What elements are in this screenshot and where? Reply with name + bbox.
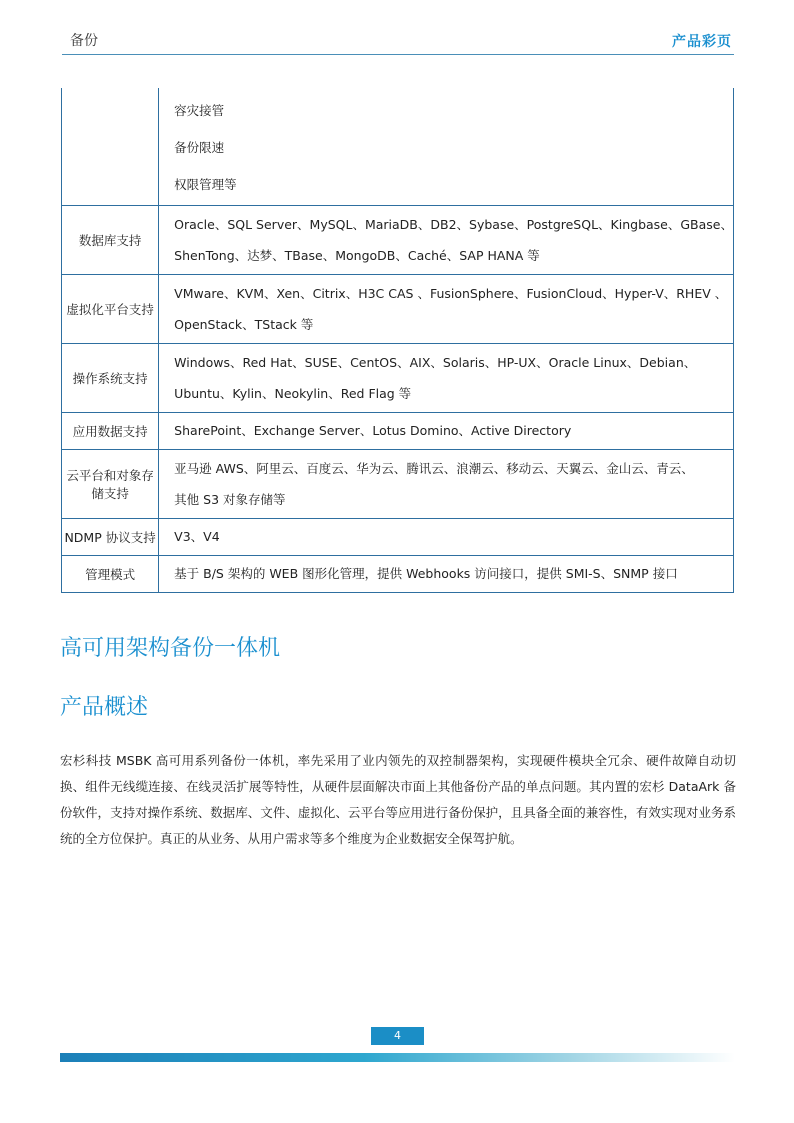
section-heading-architecture: 高可用架构备份一体机	[60, 636, 281, 661]
value-line: Windows、Red Hat、SUSE、CentOS、AIX、Solaris、HP-UX、Oracle Linux、Debian、	[174, 355, 697, 370]
header-section-title: 备份	[70, 33, 98, 49]
row-label: 数据库支持	[62, 206, 159, 275]
row-label: 管理模式	[62, 556, 159, 593]
value-line: OpenStack、TStack 等	[174, 317, 314, 332]
value-line: 权限管理等	[174, 177, 237, 192]
row-label: 操作系统支持	[62, 344, 159, 413]
value-line: Oracle、SQL Server、MySQL、MariaDB、DB2、Sybase、PostgreSQL、Kingbase、GBase、	[174, 217, 733, 232]
row-value	[159, 413, 734, 450]
table-row	[62, 344, 734, 413]
row-value	[159, 519, 734, 556]
header-brand-title: 产品彩页	[672, 34, 732, 50]
row-label: 虚拟化平台支持	[62, 275, 159, 344]
row-value	[159, 450, 734, 519]
value-line: Ubuntu、Kylin、Neokylin、Red Flag 等	[174, 386, 412, 401]
section-heading-overview: 产品概述	[60, 695, 149, 720]
spec-table	[61, 88, 734, 593]
table-row	[62, 413, 734, 450]
row-label	[62, 88, 159, 206]
table-row	[62, 450, 734, 519]
value-line: SharePoint、Exchange Server、Lotus Domino、Active Directory	[174, 423, 572, 438]
value-line: 基于 B/S 架构的 WEB 图形化管理，提供 Webhooks 访问接口，提供 SMI-S、SNMP 接口	[174, 566, 678, 581]
row-value	[159, 275, 734, 344]
table-row	[62, 88, 734, 206]
page-number: 4	[371, 1027, 424, 1045]
value-line: 容灾接管	[174, 103, 225, 118]
row-value	[159, 344, 734, 413]
value-line: 亚马逊 AWS、阿里云、百度云、华为云、腾讯云、浪潮云、移动云、天翼云、金山云、青云、	[174, 461, 694, 476]
table-row	[62, 206, 734, 275]
value-line: 备份限速	[174, 140, 225, 155]
row-value	[159, 88, 734, 206]
row-label: 应用数据支持	[62, 413, 159, 450]
table-row	[62, 556, 734, 593]
value-line: VMware、KVM、Xen、Citrix、H3C CAS 、FusionSphere、FusionCloud、Hyper-V、RHEV 、	[174, 286, 728, 301]
table-row	[62, 519, 734, 556]
overview-paragraph: 宏杉科技 MSBK 高可用系列备份一体机，率先采用了业内领先的双控制器架构，实现硬件模块全冗余、硬件故障自动切换、组件无线缆连接、在线灵活扩展等特性，从硬件层面解决市面上其他备份产品的单点问题。其内置的宏杉 DataArk 备份软件，支持对操作系统、数据库、文件、虚拟化、云平台等应用进行备份保护，且具备全面的兼容性，有效实现对业务系统的全方位保护。真正的从业务、从用户需求等多个维度为企业数据安全保驾护航。	[60, 753, 736, 846]
row-value	[159, 556, 734, 593]
row-label: NDMP 协议支持	[62, 519, 159, 556]
value-line: ShenTong、达梦、TBase、MongoDB、Caché、SAP HANA 等	[174, 248, 540, 263]
value-line: V3、V4	[174, 529, 220, 544]
row-label: 云平台和对象存储支持	[62, 450, 159, 519]
row-value	[159, 206, 734, 275]
header-divider	[62, 54, 734, 55]
value-line: 其他 S3 对象存储等	[174, 492, 286, 507]
table-row	[62, 275, 734, 344]
footer-gradient-bar	[60, 1053, 735, 1062]
